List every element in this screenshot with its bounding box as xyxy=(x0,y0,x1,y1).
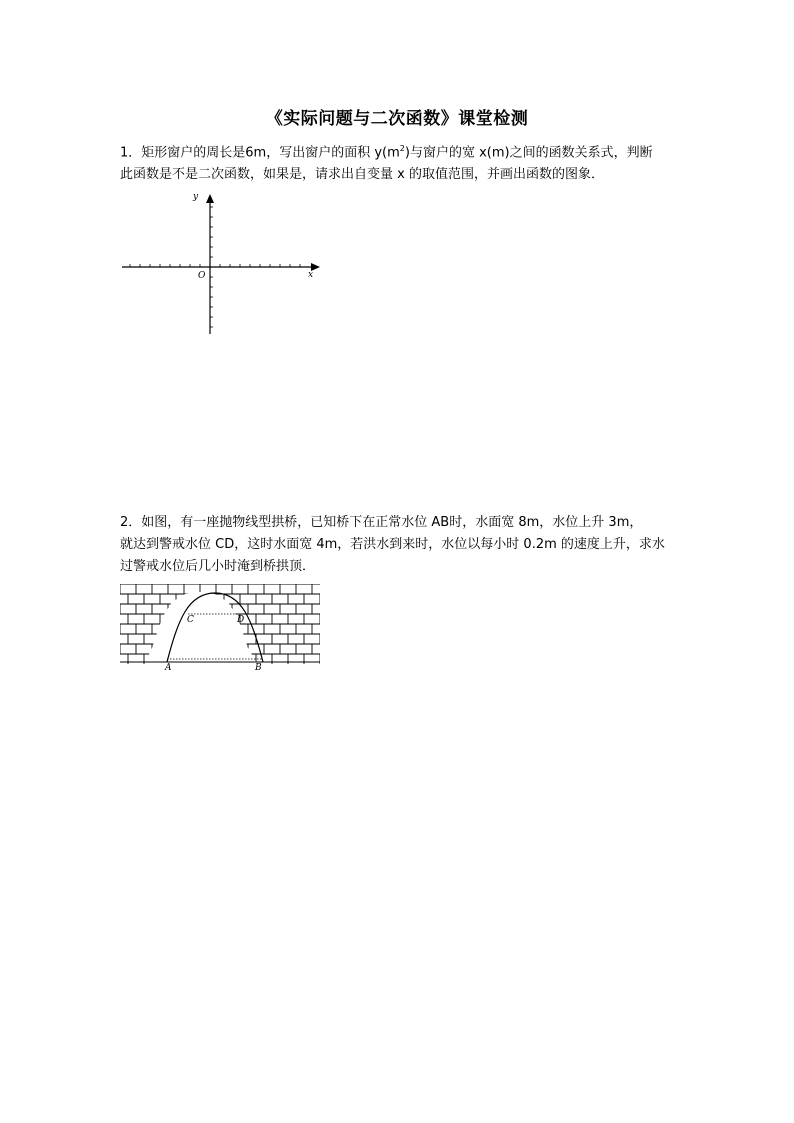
y-axis-label: y xyxy=(193,192,199,202)
point-b-label: B xyxy=(255,663,262,672)
question-2 xyxy=(120,512,680,578)
question-1 xyxy=(120,138,680,186)
brick-rows xyxy=(120,584,320,664)
question-2-line-1: 2．如图，有一座抛物线型拱桥，已知桥下在正常水位 AB时，水面宽 8m，水位上升 3m， xyxy=(120,515,643,530)
arch-bridge-figure xyxy=(120,580,320,676)
coordinate-axes-figure xyxy=(120,186,330,342)
point-a-label: A xyxy=(165,663,172,672)
arch-curve xyxy=(167,593,263,662)
brick-wall xyxy=(120,584,320,664)
page-title: 《实际问题与二次函数》课堂检测 xyxy=(265,109,529,129)
y-axis-arrow xyxy=(206,194,214,203)
question-2-line-2: 就达到警戒水位 CD，这时水面宽 4m，若洪水到来时，水位以每小时 0.2m 的速度上升，求水 xyxy=(120,537,665,552)
arch-bridge xyxy=(120,580,320,672)
question-1-line-2: 此函数是不是二次函数，如果是，请求出自变量 x 的取值范围，并画出函数的图象． xyxy=(120,167,604,183)
question-1-number: 1． xyxy=(120,145,142,161)
x-axis-label: x xyxy=(308,270,314,280)
coordinate-axes xyxy=(120,186,330,338)
question-2-line-3: 过警戒水位后几小时淹到桥拱顶． xyxy=(120,559,316,574)
point-d-label: D xyxy=(237,615,245,625)
point-c-label: C xyxy=(187,615,194,625)
question-1-line-1: 1．矩形窗户的周长是6m，写出窗户的面积 $y(m^2)$与窗户的宽 x(m)之间的函数关系式，判断 xyxy=(120,144,653,161)
origin-label: O xyxy=(198,271,206,281)
question-2-number: 2． xyxy=(120,515,142,530)
